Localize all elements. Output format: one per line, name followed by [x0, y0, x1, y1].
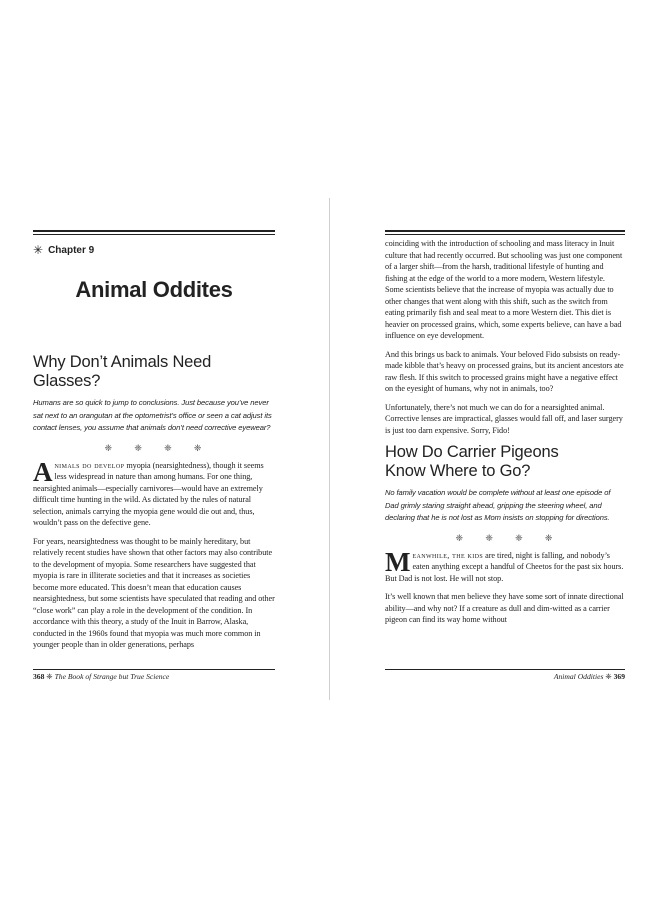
paragraph: Unfortunately, there’s not much we can do for a nearsighted animal. Corrective lenses are impractical, glasses would fall off, and laser surgery is just too darn expensive. Sorry, Fido!	[385, 402, 623, 435]
top-rule	[385, 230, 625, 232]
book-title: The Book of Strange but True Science	[54, 672, 170, 681]
paragraph-text: are tired, night is falling, and nobody’s eaten anything except a handful of Cheetos for the past six hours. But Dad is not lost. He will not stop.	[385, 550, 624, 583]
top-rules	[385, 230, 625, 235]
page-gutter	[329, 198, 330, 700]
paragraph	[385, 546, 625, 585]
paragraph: For years, nearsightedness was thought to be mainly hereditary, but relatively recent studies have shown that other factors may also contribute to the development of myopia. Some researchers have suggested that myopia is rare in illiterate societies and that it increases as societies become more educated. This doesn’t mean that education causes nearsightedness, but some scientists have speculated that reading and other “close work” can play a role in the development of the condition. In accordance with this theory, a study of the Inuit in Barrow, Alaska, conducted in the 1960s found that myopia was much more common in younger people than in older generations, perhaps	[33, 536, 275, 650]
body-text	[385, 546, 625, 626]
body-text	[33, 456, 275, 651]
ornament-divider: ❈ ❈ ❈ ❈	[104, 442, 212, 453]
section-intro: No family vacation would be complete without at least one episode of Dad grimly staring straight ahead, gripping the steering wheel, and declaring that he is not lost as Mom insists on stopping for directions.	[385, 488, 611, 523]
paragraph	[33, 456, 275, 529]
top-rule	[33, 230, 275, 232]
drop-cap: A	[33, 456, 53, 487]
drop-cap: M	[385, 546, 411, 577]
chapter-title: Animal Oddites	[75, 277, 233, 302]
page-number: 369	[613, 672, 625, 681]
body-text	[385, 238, 625, 436]
left-footer	[33, 669, 275, 681]
top-rule-thin	[385, 234, 625, 235]
asterisk-icon: ✳	[33, 243, 44, 257]
paragraph-text: myopia (nearsightedness), though it seems less widespread in nature than among humans. For one thing, nearsighted animals—especially carnivores—would have an extremely difficult time hunting in the wild. As dictated by the rules of natural selection, animals carrying the myopia gene would die out and, thus, wouldn’t pass on the defective gene.	[33, 460, 264, 528]
right-footer	[385, 669, 625, 681]
left-page	[33, 230, 275, 658]
paragraph: It’s well known that men believe they have some sort of innate directional ability—and why not? If a creature as dull and dim-witted as a carrier pigeon can find its way home without	[385, 592, 624, 625]
chapter-running-title: Animal Oddities	[553, 672, 604, 681]
section-heading-line: Know Where to Go?	[385, 462, 531, 480]
paragraph: And this brings us back to animals. Your beloved Fido subsists on ready-made kibble that’s heavy on processed grains, but its ancient ancestors ate raw flesh. If this switch to processed grains might have a negative effect on the eyesight of humans, why not in animals, too?	[385, 349, 624, 393]
lead-in: nimals do develop	[54, 460, 125, 470]
footer-separator: ❈	[603, 672, 614, 681]
chapter-label	[33, 243, 275, 257]
section-intro: Humans are so quick to jump to conclusions. Just because you’ve never sat next to an orangutan at the optometrist’s office or seen a cat adjust its contact lenses, you assume that animals don’t need corrective eyewear?	[33, 398, 272, 433]
footer-separator: ❈	[44, 672, 55, 681]
right-page	[385, 230, 625, 633]
ornament-divider: ❈ ❈ ❈ ❈	[455, 532, 563, 543]
lead-in: eanwhile, the kids	[412, 550, 484, 560]
top-rule-thin	[33, 234, 275, 235]
section-heading-line: How Do Carrier Pigeons	[385, 443, 559, 461]
section-heading: Why Don’t Animals Need Glasses?	[33, 353, 212, 390]
chapter-label-text: Chapter 9	[48, 244, 95, 256]
page-number: 368	[33, 672, 45, 681]
paragraph: coinciding with the introduction of schooling and mass literacy in Inuit culture that had recently occurred. But schooling was just one component of a larger shift—from the harsh, traditional lifestyle of hunting and fishing at the edge of the world to a more modern, Western lifestyle. Some scientists believe that the increase of myopia was actually due to other changes that went along with this shift, such as the switch from eating primarily fish and seal meat to a more Western diet. This diet is heavier on processed grains, which, some experts believe, can have a bad influence on eye development.	[385, 239, 623, 340]
section-heading	[385, 443, 625, 481]
